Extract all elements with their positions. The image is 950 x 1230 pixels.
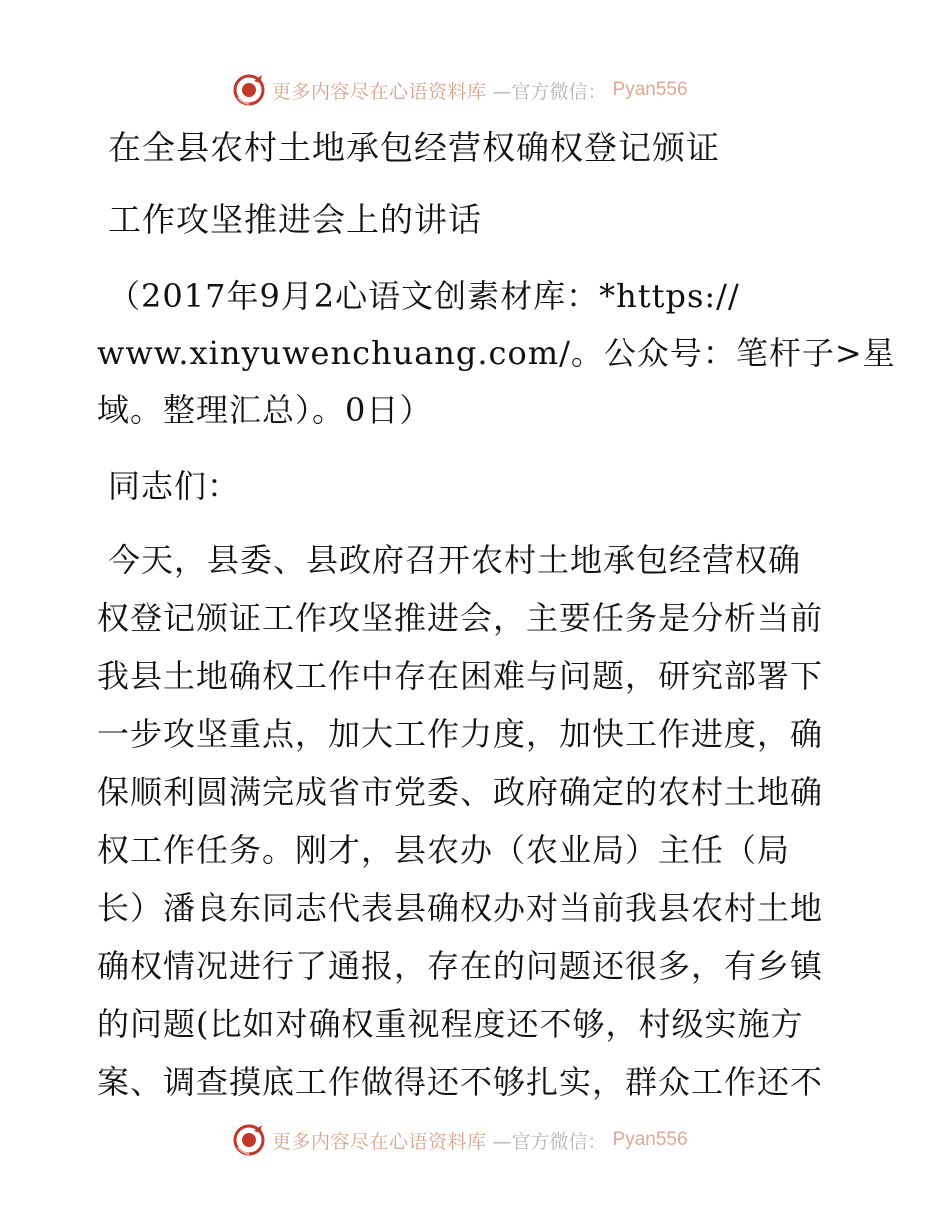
brand-logo-icon bbox=[232, 1123, 266, 1157]
body-line: 权登记颁证工作攻坚推进会，主要任务是分析当前 bbox=[97, 599, 824, 637]
body-line: 我县土地确权工作中存在困难与问题，研究部署下 bbox=[97, 657, 824, 695]
banner-account: Pyan556 bbox=[612, 1129, 688, 1150]
date-line-3: 域。整理汇总）。0日） bbox=[97, 391, 433, 429]
body-line: 保顺利圆满完成省市党委、政府确定的农村土地确 bbox=[97, 773, 824, 811]
banner-wechat-label: —官方微信： bbox=[492, 1130, 607, 1153]
title-line-1: 在全县农村土地承包经营权确权登记颁证 bbox=[108, 128, 720, 167]
date-line-2: www.xinyuwenchuang.com/。公众号：笔杆子>星 bbox=[97, 334, 896, 372]
header-banner bbox=[232, 70, 688, 110]
body-line: 案、调查摸底工作做得还不够扎实，群众工作还不 bbox=[97, 1063, 824, 1101]
body-line: 今天，县委、县政府召开农村土地承包经营权确 bbox=[108, 541, 802, 579]
body-line: 权工作任务。刚才，县农办（农业局）主任（局 bbox=[97, 831, 791, 869]
body-line: 一步攻坚重点，加大工作力度，加快工作进度，确 bbox=[97, 715, 824, 753]
date-line-1: （2017年9月2心语文创素材库：*https:// bbox=[108, 277, 740, 315]
banner-account: Pyan556 bbox=[612, 79, 688, 100]
banner-wechat-label: —官方微信： bbox=[492, 80, 607, 103]
salutation: 同志们： bbox=[108, 467, 241, 505]
brand-logo-icon bbox=[232, 73, 266, 107]
title-line-2: 工作攻坚推进会上的讲话 bbox=[108, 200, 482, 239]
banner-text: 更多内容尽在心语资料库 bbox=[272, 80, 487, 103]
footer-banner bbox=[232, 1120, 688, 1160]
body-line: 的问题(比如对确权重视程度还不够，村级实施方 bbox=[97, 1005, 804, 1043]
banner-text: 更多内容尽在心语资料库 bbox=[272, 1130, 487, 1153]
body-line: 确权情况进行了通报，存在的问题还很多，有乡镇 bbox=[97, 947, 824, 985]
body-line: 长）潘良东同志代表县确权办对当前我县农村土地 bbox=[97, 889, 824, 927]
